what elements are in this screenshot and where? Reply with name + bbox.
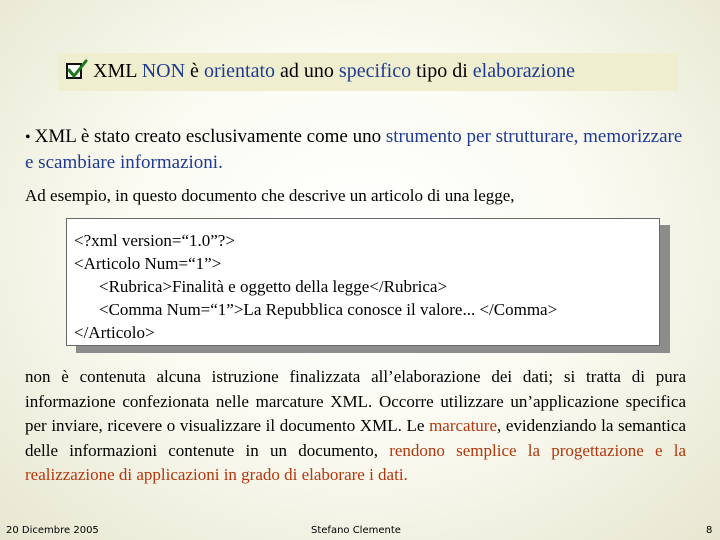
title-part: XML [93, 60, 142, 82]
intro-paragraph [25, 124, 695, 175]
code-line: </Articolo> [74, 323, 155, 342]
checkbox-icon [66, 63, 82, 79]
title-part-non: NON [141, 60, 186, 82]
code-line: <?xml version=“1.0”?> [74, 231, 235, 250]
code-box [66, 218, 660, 346]
body-highlight-conclusion: rendono semplice la progettazione e la realizzazione di applicazioni in grado di elaborare i dati. [25, 440, 686, 484]
intro-text: XML è stato creato esclusivamente come uno [34, 126, 386, 147]
title-part-specifico: specifico [338, 60, 412, 82]
title-part-elaborazione: elaborazione [472, 60, 575, 82]
title-part: è [185, 60, 204, 82]
example-intro: Ad esempio, in questo documento che descrive un articolo di una legge, [25, 186, 515, 205]
body-text: , evidenziando la semantica delle informazioni contenute in un documento, [25, 416, 686, 460]
code-line: <Rubrica>Finalità e oggetto della legge</Rubrica> [99, 277, 448, 296]
intro-text-highlight: strumento per strutturare, memorizzare e scambiare informazioni. [25, 126, 683, 173]
footer-author: Stefano Clemente [311, 525, 401, 536]
code-line: <Comma Num=“1”>La Repubblica conosce il valore... </Comma> [99, 300, 558, 319]
code-line: <Articolo Num=“1”> [74, 254, 222, 273]
title-part-orientato: orientato [203, 60, 276, 82]
bullet-dot-icon: • [25, 129, 31, 146]
title-part: tipo di [411, 60, 473, 82]
body-highlight-marcature: marcature [429, 416, 498, 435]
body-text: non è contenuta alcuna istruzione finalizzata all’elaborazione dei dati; si tratta di pura informazione confezionata nelle marcature XML. Occorre utilizzare un’applicazione specifica per inviare, ricevere o visualizzare il documento XML. Le [25, 367, 686, 435]
footer-date: 20 Dicembre 2005 [6, 525, 99, 536]
footer-page-number: 8 [706, 525, 713, 536]
title-part: ad uno [275, 60, 339, 82]
slide-title [93, 60, 575, 83]
body-paragraph [25, 365, 686, 488]
